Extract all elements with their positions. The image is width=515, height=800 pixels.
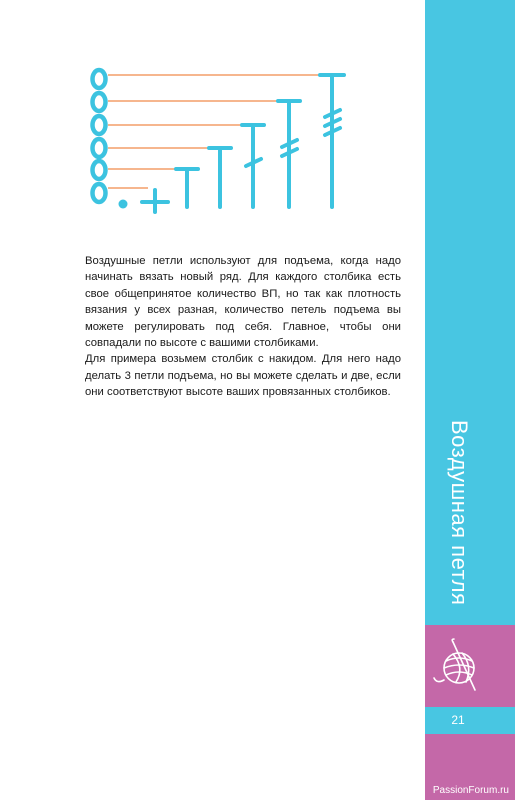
single-crochet-icon [142,190,168,212]
paragraph: Воздушные петли используют для подъема, когда надо начинать вязать новый ряд. Для каждого столбика есть свое общепринятое количество ВП, но так как плотность вязания у всех разная, количество петель подъема вы можете регулировать под себя. Главное, чтобы они совпадали по высоте с вашими столбиками. [85,255,401,350]
double-crochet-icon [209,148,231,207]
page-number: 21 [451,713,465,727]
section-title: Воздушная петля [447,420,472,606]
watermark: PassionForum.ru [432,785,509,796]
chain-loops-icon [93,70,106,202]
paragraph: Для примера возьмем столбик с накидом. Для него надо делать 3 петли подъема, но вы можете сделать и две, если они соответствуют высоте ваших провязанных столбиков. [85,353,401,399]
height-guide-lines [108,75,340,188]
stitch-height-diagram [80,62,360,222]
triple-treble-crochet-icon [320,75,344,207]
double-treble-crochet-icon [278,101,300,207]
slip-stitch-icon [119,200,128,209]
half-double-crochet-icon [176,169,198,207]
body-text [85,253,401,401]
yarn-ball-with-hook-icon [431,634,487,694]
treble-crochet-icon [242,125,264,207]
